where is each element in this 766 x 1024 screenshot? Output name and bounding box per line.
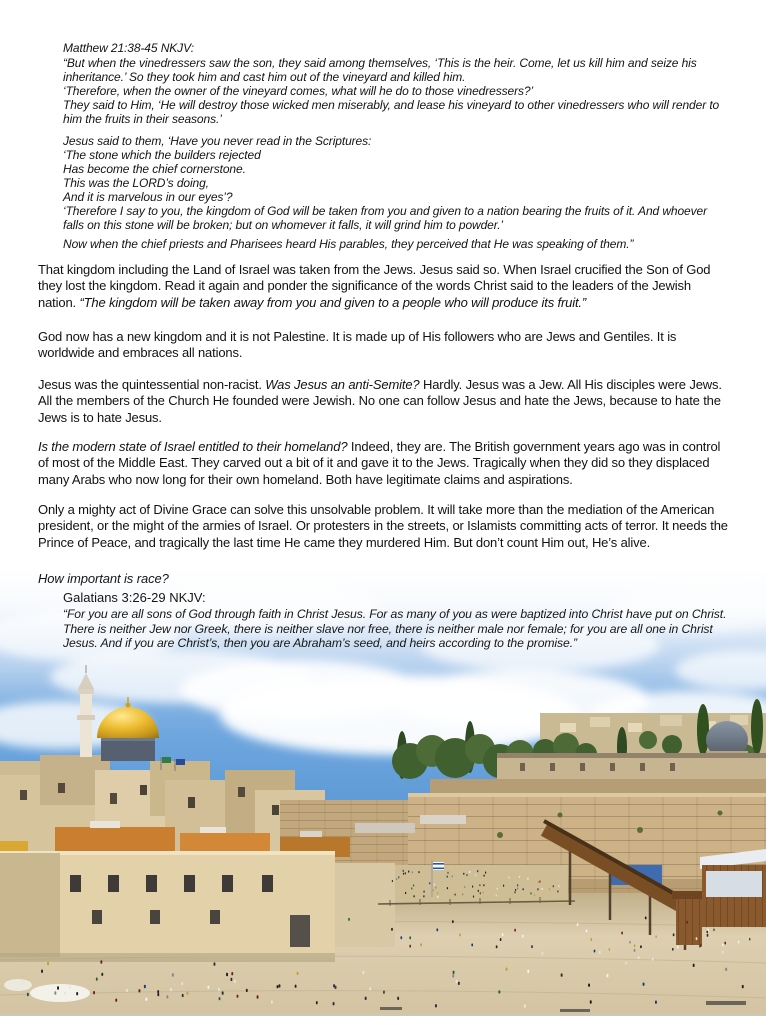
galatians-quote-text: “For you are all sons of God through faith in Christ Jesus. For as many of you as were baptized into Christ have put on Christ. There is neither Jew nor Greek, there is neither slave nor free, there is neither male nor female; for you are all one in Christ Jesus. And if you are Christ’s, then you are Abraham’s seed, and heirs according to the promise.” (63, 607, 727, 651)
matthew-quote-part-1: “But when the vinedressers saw the son, they said among themselves, ‘This is the heir. Come, let us kill him and seize his inheritance.’ So they took him and cast him out of the vineyard and killed him. ‘Therefore, when the owner of the vineyard comes, what will he do to those vinedressers?’ They said to Him, ‘He will destroy those wicked men miserably, and lease his vineyard to other vinedressers who will render to him the fruits in their seasons.’ (63, 55, 720, 126)
paragraph-jesus-non-racist: Jesus was the quintessential non-racist. Was Jesus an anti-Semite? Hardly. Jesus was a Jew. All His disciples were Jews. All the members of the Church He founded were Jewish. No one can follow Jesus and hate the Jews, because to hate the Jews is to hate Jesus. (38, 377, 722, 425)
matthew-reference: Matthew 21:38-45 NKJV: (63, 41, 194, 55)
race-question-heading: How important is race? (38, 571, 169, 586)
paragraph-divine-grace: Only a mighty act of Divine Grace can solve this unsolvable problem. It will take more than the mediation of the American president, or the might of the armies of Israel. Or protesters in the streets, or Islamists committing acts of terror. It needs the Prince of Peace, and tragically the last time He came they murdered Him. But don’t count Him out, He’s alive. (38, 502, 728, 550)
paragraph-new-kingdom: God now has a new kingdom and it is not Palestine. It is made up of His followers who are Jews and Gentiles. It is worldwide and embraces all nations. (38, 329, 677, 361)
galatians-reference: Galatians 3:26-29 NKJV: (63, 590, 206, 605)
scripture-quote-matthew (63, 42, 731, 252)
scripture-quote-galatians (63, 590, 733, 651)
matthew-quote-part-2: Jesus said to them, ‘Have you never read in the Scriptures: ‘The stone which the builders rejected Has become the chief cornerstone. This was the LORD’s doing, And it is marvelous in our eyes’? ‘Therefore I say to you, the kingdom of God will be taken from you and given to a nation bearing the fruits of it. And whoever falls on this stone will be broken; but on whomever it falls, it will grind him to powder.’ (63, 134, 707, 232)
matthew-quote-part-3: Now when the chief priests and Pharisees heard His parables, they perceived that He was speaking of them.” (63, 236, 634, 251)
paragraph-kingdom-taken: That kingdom including the Land of Israel was taken from the Jews. Jesus said so. When Israel crucified the Son of God they lost the kingdom. Read it again and ponder the significance of the words Christ said to the leaders of the Jewish nation. “The kingdom will be taken away from you and given to a people who will produce its fruit.” (38, 262, 711, 310)
paragraph-israel-homeland: Is the modern state of Israel entitled to their homeland? Indeed, they are. The British government years ago was in control of most of the Middle East. They carved out a bit of it and gave it to the Jews. Tragically when they did so they displaced many Arabs who now long for their own homeland. Both have legitimate claims and aspirations. (38, 439, 721, 487)
